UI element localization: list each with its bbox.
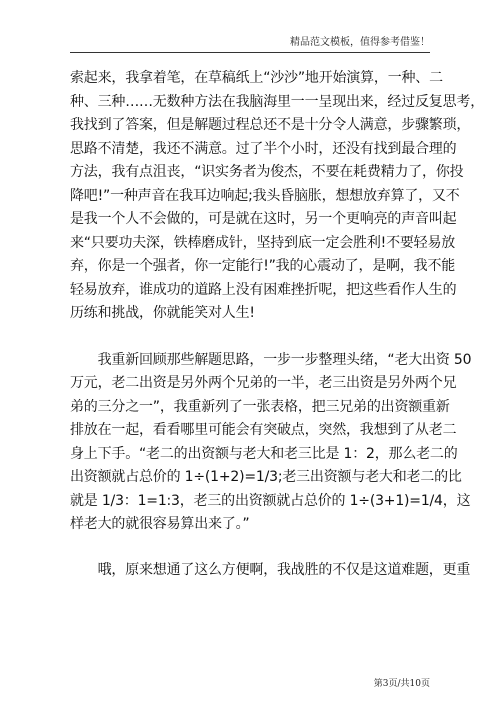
text-line: 出资额就占总价的 1÷(1+2)=1/3;老三出资额与老大和老二的比 <box>70 469 462 485</box>
text-line: 弟的三分之一”，我重新列了一张表格，把三兄弟的出资额重新 <box>70 398 450 415</box>
page-number <box>374 676 430 689</box>
text-line: 万元，老二出资是另外两个兄弟的一半，老三出资是另外两个兄 <box>70 375 457 391</box>
page-number-label: 第3页/共10页 <box>373 679 430 689</box>
text-line: 哦，原来想通了这么方便啊，我战胜的不仅是这道难题，更重 <box>70 561 471 578</box>
text-line: 样老大的就很容易算出来了。” <box>70 516 250 532</box>
text-line: 身上下手。“老二的出资额与老大和老三比是 1：2，那么老二的 <box>70 445 458 462</box>
text-line: 方法，我有点沮丧，“识实务者为俊杰，不要在耗费精力了，你投 <box>70 164 464 180</box>
text-line: 我重新回顾那些解题思路，一步一步整理头绪，“老大出资 50 <box>70 351 472 368</box>
text-line: 就是 1/3：1=1:3，老三的出资额就占总价的 1÷(3+1)=1/4，这 <box>70 492 471 509</box>
text-line: 种、三种……无数种方法在我脑海里一一呈现出来，经过反复思考， <box>70 93 484 110</box>
text-line: 来“只要功夫深，铁棒磨成针，坚持到底一定会胜利!不要轻易放 <box>70 234 456 251</box>
page-header <box>70 34 430 53</box>
paragraph-1 <box>70 67 484 326</box>
text-line: 我找到了答案，但是解题过程总还不是十分令人满意，步骤繁琐， <box>70 117 471 133</box>
text-line: 索起来，我拿着笔，在草稿纸上“沙沙”地开始演算，一种、二 <box>70 70 443 86</box>
text-line: 历练和挑战，你就能笑对人生! <box>70 305 255 321</box>
paragraph-2 <box>70 349 472 537</box>
paragraph-3 <box>70 559 471 583</box>
header-text: 精品范文模板，值得参考借鉴！ <box>290 37 430 48</box>
text-line: 是我一个人不会做的，可是就在这时，另一个更响亮的声音叫起 <box>70 211 457 227</box>
text-line: 轻易放弃，谁成功的道路上没有困难挫折呢，把这些看作人生的 <box>70 281 457 298</box>
text-line: 排放在一起，看看哪里可能会有突破点，突然，我想到了从老二 <box>70 422 457 438</box>
text-line: 降吧!”一种声音在我耳边响起;我头昏脑胀，想想放弃算了，又不 <box>70 187 460 204</box>
text-line: 弃，你是一个强者，你一定能行!”我的心震动了，是啊，我不能 <box>70 258 456 274</box>
text-line: 思路不清楚，我还不满意。过了半个小时，还没有找到最合理的 <box>70 140 457 157</box>
document-body <box>70 67 484 582</box>
